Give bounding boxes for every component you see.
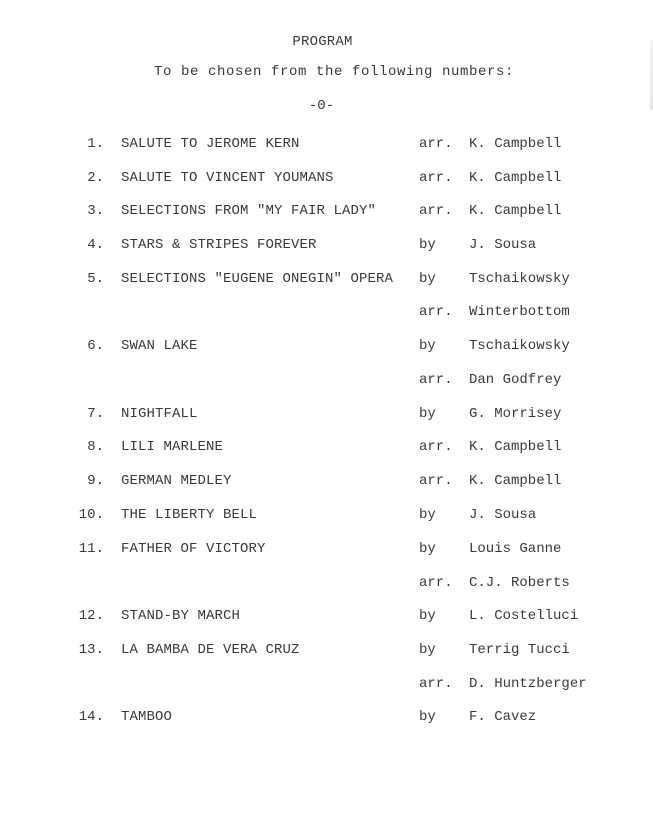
program-line xyxy=(0,372,640,392)
credit-type: by xyxy=(419,541,436,557)
item-number: 13. xyxy=(78,642,104,658)
credit-type: arr. xyxy=(419,304,453,320)
item-number: 3. xyxy=(87,203,104,219)
item-number: 1. xyxy=(87,136,104,152)
credit-type: arr. xyxy=(419,136,453,152)
piece-title: LA BAMBA DE VERA CRUZ xyxy=(121,642,300,658)
credit-type: arr. xyxy=(419,372,453,388)
item-number: 14. xyxy=(78,709,104,725)
piece-title: LILI MARLENE xyxy=(121,439,224,455)
item-number: 12. xyxy=(78,608,104,624)
item-number: 5. xyxy=(87,271,104,287)
piece-title: STARS & STRIPES FOREVER xyxy=(121,237,317,253)
program-subtitle: To be chosen from the following numbers: xyxy=(153,64,515,80)
piece-title: SELECTIONS FROM "MY FAIR LADY" xyxy=(121,203,377,219)
credit-type: by xyxy=(419,642,436,658)
credit-name: K. Campbell xyxy=(469,439,562,455)
program-line xyxy=(0,237,640,257)
piece-title: SALUTE TO JEROME KERN xyxy=(121,136,300,152)
program-line xyxy=(0,170,640,190)
piece-title: NIGHTFALL xyxy=(121,406,198,422)
program-line xyxy=(0,203,640,223)
credit-type: by xyxy=(419,406,436,422)
program-line xyxy=(0,136,640,156)
credit-name: K. Campbell xyxy=(469,473,562,489)
program-line xyxy=(0,575,640,595)
credit-type: arr. xyxy=(419,575,453,591)
credit-name: C.J. Roberts xyxy=(469,575,570,591)
credit-name: F. Cavez xyxy=(469,709,537,725)
credit-type: arr. xyxy=(419,439,453,455)
item-number: 9. xyxy=(87,473,104,489)
credit-name: Winterbottom xyxy=(469,304,570,320)
program-line xyxy=(0,338,640,358)
program-line xyxy=(0,709,640,729)
item-number: 6. xyxy=(87,338,104,354)
credit-name: K. Campbell xyxy=(469,203,562,219)
piece-title: TAMBOO xyxy=(121,709,173,725)
item-number: 11. xyxy=(78,541,104,557)
credit-type: arr. xyxy=(419,203,453,219)
credit-type: by xyxy=(419,271,436,287)
program-line xyxy=(0,676,640,696)
program-line xyxy=(0,541,640,561)
item-number: 4. xyxy=(87,237,104,253)
program-line xyxy=(0,304,640,324)
piece-title: STAND-BY MARCH xyxy=(121,608,241,624)
credit-type: by xyxy=(419,338,436,354)
credit-name: Tschaikowsky xyxy=(469,271,570,287)
program-line xyxy=(0,406,640,426)
program-line xyxy=(0,439,640,459)
credit-type: arr. xyxy=(419,473,453,489)
piece-title: SALUTE TO VINCENT YOUMANS xyxy=(121,170,334,186)
credit-name: J. Sousa xyxy=(469,237,537,253)
credit-name: Tschaikowsky xyxy=(469,338,570,354)
piece-title: SWAN LAKE xyxy=(121,338,198,354)
credit-name: J. Sousa xyxy=(469,507,537,523)
program-line xyxy=(0,642,640,662)
credit-name: L. Costelluci xyxy=(469,608,579,624)
item-number: 8. xyxy=(87,439,104,455)
credit-type: arr. xyxy=(419,676,453,692)
program-title: PROGRAM xyxy=(292,34,353,50)
credit-name: Terrig Tucci xyxy=(469,642,570,658)
credit-name: Louis Ganne xyxy=(469,541,562,557)
credit-name: Dan Godfrey xyxy=(469,372,562,388)
credit-type: by xyxy=(419,608,436,624)
piece-title: FATHER OF VICTORY xyxy=(121,541,266,557)
item-number: 10. xyxy=(78,507,104,523)
credit-name: K. Campbell xyxy=(469,170,562,186)
program-line xyxy=(0,271,640,291)
program-line xyxy=(0,473,640,493)
credit-name: G. Morrisey xyxy=(469,406,562,422)
credit-name: K. Campbell xyxy=(469,136,562,152)
item-number: 7. xyxy=(87,406,104,422)
program-line xyxy=(0,507,640,527)
credit-type: by xyxy=(419,507,436,523)
program-line xyxy=(0,608,640,628)
credit-type: arr. xyxy=(419,170,453,186)
credit-name: D. Huntzberger xyxy=(469,676,587,692)
credit-type: by xyxy=(419,237,436,253)
item-number: 2. xyxy=(87,170,104,186)
section-separator: -0- xyxy=(308,98,335,114)
piece-title: SELECTIONS "EUGENE ONEGIN" OPERA xyxy=(121,271,394,287)
piece-title: GERMAN MEDLEY xyxy=(121,473,232,489)
piece-title: THE LIBERTY BELL xyxy=(121,507,258,523)
credit-type: by xyxy=(419,709,436,725)
